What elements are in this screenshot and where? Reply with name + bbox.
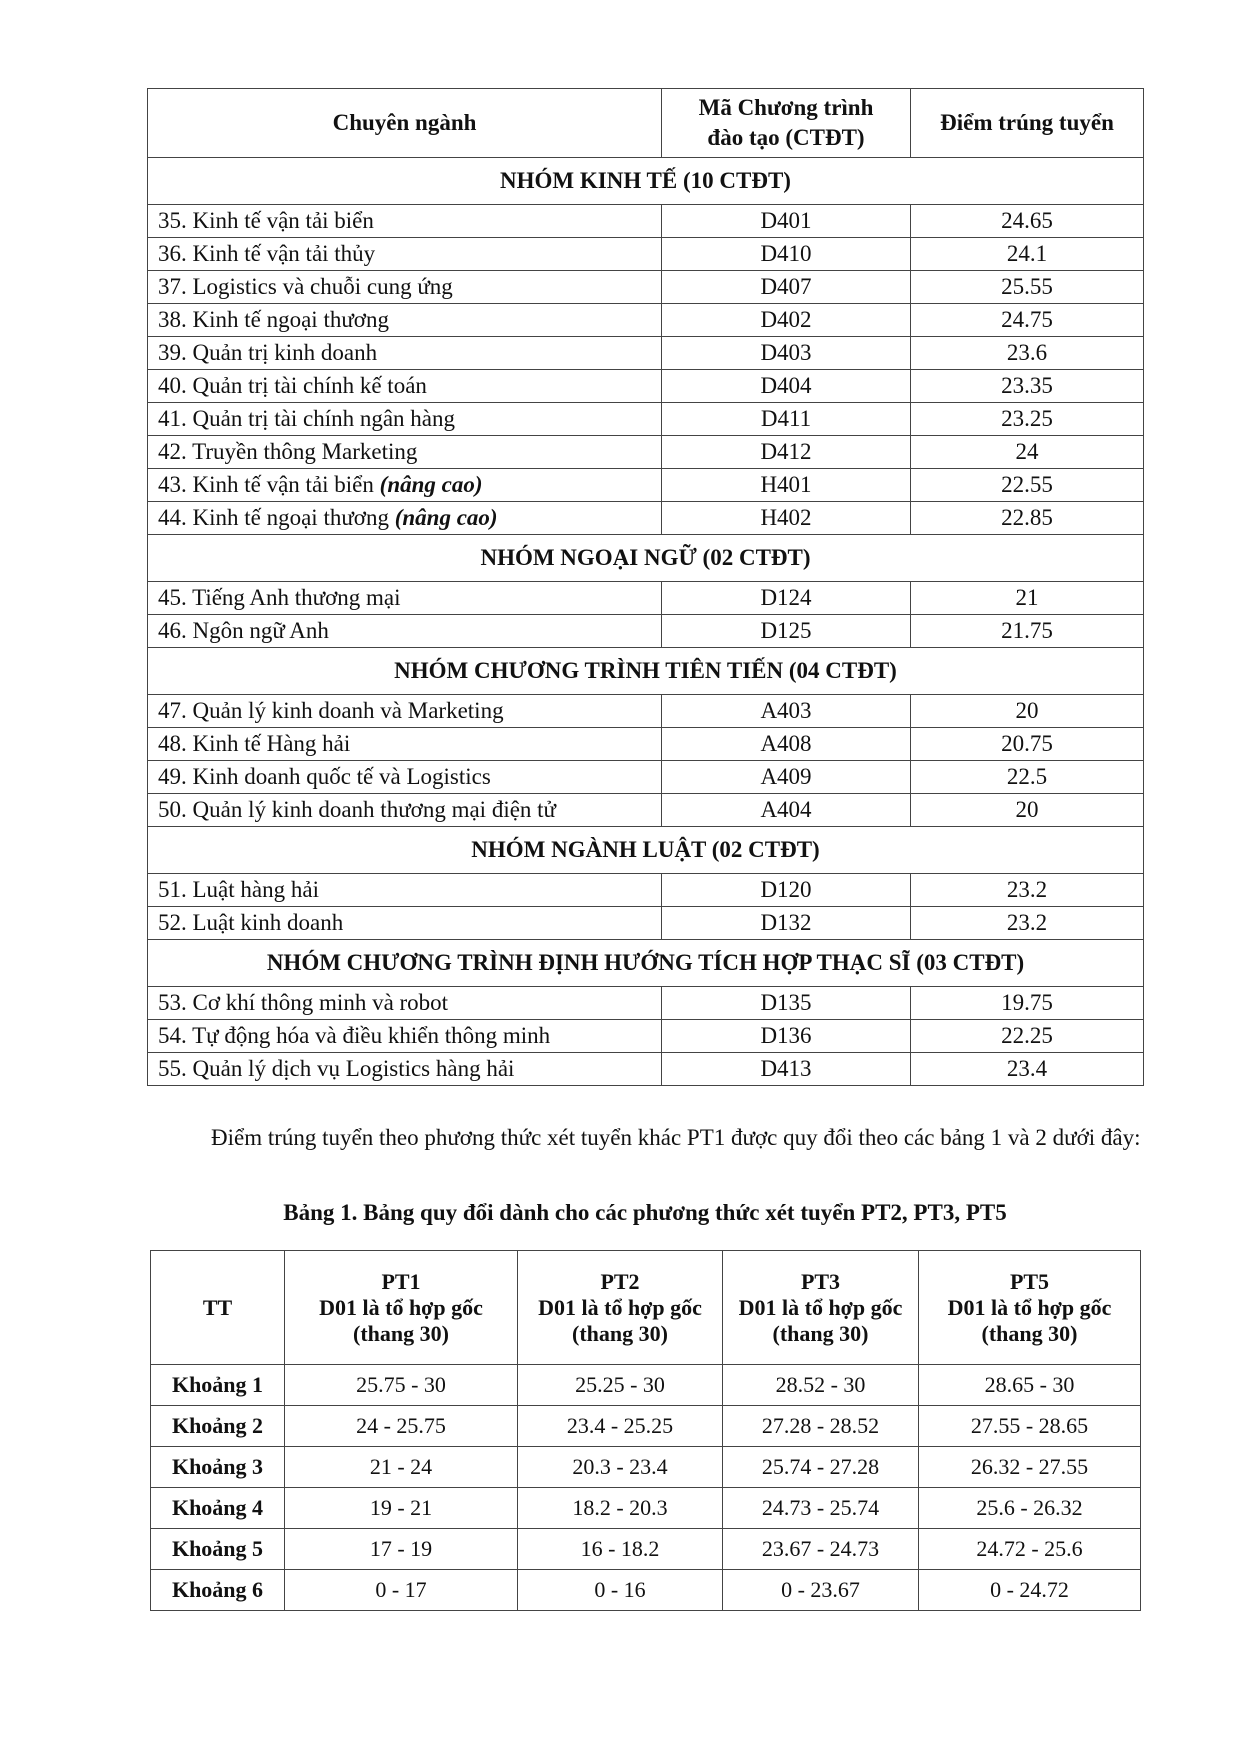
program-code: D136 (662, 1020, 911, 1053)
table-1-caption: Bảng 1. Bảng quy đổi dành cho các phương thức xét tuyển PT2, PT3, PT5 (283, 1200, 1007, 1225)
table-row (148, 205, 1144, 238)
pt-scale: (thang 30) (572, 1320, 668, 1346)
major-name-cell (148, 304, 662, 337)
table-row (148, 469, 1144, 502)
table-body (148, 158, 1144, 1086)
program-code: D413 (662, 1053, 911, 1086)
header-pt3 (723, 1251, 919, 1365)
range-value: 28.52 - 30 (723, 1365, 919, 1406)
pt-scale: (thang 30) (353, 1320, 449, 1346)
program-code: A404 (662, 794, 911, 827)
major-name-cell (148, 728, 662, 761)
conversion-row (151, 1488, 1141, 1529)
table-row (148, 794, 1144, 827)
table-row (148, 370, 1144, 403)
admission-score: 23.2 (911, 874, 1144, 907)
pt-base: D01 là tổ hợp gốc (319, 1294, 483, 1320)
range-value: 23.4 - 25.25 (518, 1406, 723, 1447)
major-name-cell (148, 205, 662, 238)
range-value: 25.25 - 30 (518, 1365, 723, 1406)
admission-score: 20 (911, 794, 1144, 827)
admission-score: 24.1 (911, 238, 1144, 271)
admission-score: 23.35 (911, 370, 1144, 403)
table-row (148, 1020, 1144, 1053)
range-label: Khoảng 1 (151, 1365, 285, 1406)
pt-base: D01 là tổ hợp gốc (538, 1294, 702, 1320)
group-title: NHÓM CHƯƠNG TRÌNH TIÊN TIẾN (04 CTĐT) (148, 648, 1144, 695)
admission-score: 23.2 (911, 907, 1144, 940)
major-name-cell (148, 1053, 662, 1086)
program-code: D120 (662, 874, 911, 907)
admission-score: 22.85 (911, 502, 1144, 535)
range-value: 24 - 25.75 (285, 1406, 518, 1447)
major-name: 35. Kinh tế vận tải biển (158, 208, 374, 233)
admission-score: 22.5 (911, 761, 1144, 794)
group-header-row (148, 648, 1144, 695)
range-value: 25.75 - 30 (285, 1365, 518, 1406)
group-title: NHÓM NGOẠI NGỮ (02 CTĐT) (148, 535, 1144, 582)
group-header-row (148, 940, 1144, 987)
conversion-row (151, 1570, 1141, 1611)
pt-name: PT1 (381, 1268, 421, 1294)
program-code: D410 (662, 238, 911, 271)
program-code: D407 (662, 271, 911, 304)
pt-name: PT2 (600, 1268, 640, 1294)
table-row (148, 403, 1144, 436)
program-code: D411 (662, 403, 911, 436)
header-major: Chuyên ngành (148, 89, 662, 158)
major-name: 53. Cơ khí thông minh và robot (158, 990, 449, 1015)
major-name: 39. Quản trị kinh doanh (158, 340, 378, 365)
program-code: H402 (662, 502, 911, 535)
range-value: 0 - 16 (518, 1570, 723, 1611)
pt-name: PT5 (1009, 1268, 1050, 1294)
program-code: D124 (662, 582, 911, 615)
major-name: 44. Kinh tế ngoại thương (158, 505, 389, 530)
range-value: 0 - 23.67 (723, 1570, 919, 1611)
admission-score: 20 (911, 695, 1144, 728)
header-pt2 (518, 1251, 723, 1365)
major-name: 43. Kinh tế vận tải biển (158, 472, 374, 497)
table-row (148, 907, 1144, 940)
major-name-cell (148, 370, 662, 403)
header-tt: TT (151, 1251, 285, 1365)
admission-score: 23.6 (911, 337, 1144, 370)
admission-score: 20.75 (911, 728, 1144, 761)
major-name: 40. Quản trị tài chính kế toán (158, 373, 427, 398)
range-value: 21 - 24 (285, 1447, 518, 1488)
range-value: 23.67 - 24.73 (723, 1529, 919, 1570)
major-note: (nâng cao) (379, 472, 483, 497)
conversion-header-row (151, 1251, 1141, 1365)
group-header-row (148, 535, 1144, 582)
major-name-cell (148, 502, 662, 535)
program-code: D404 (662, 370, 911, 403)
major-name-cell (148, 1020, 662, 1053)
major-name-cell (148, 238, 662, 271)
major-name-cell (148, 794, 662, 827)
range-value: 20.3 - 23.4 (518, 1447, 723, 1488)
admission-score: 23.25 (911, 403, 1144, 436)
range-value: 19 - 21 (285, 1488, 518, 1529)
major-name-cell (148, 469, 662, 502)
major-name: 47. Quản lý kinh doanh và Marketing (158, 698, 504, 723)
major-name: 45. Tiếng Anh thương mại (158, 585, 401, 610)
admission-score: 22.25 (911, 1020, 1144, 1053)
range-value: 0 - 24.72 (919, 1570, 1141, 1611)
table-row (148, 337, 1144, 370)
major-name: 55. Quản lý dịch vụ Logistics hàng hải (158, 1056, 515, 1081)
program-code: D402 (662, 304, 911, 337)
major-name-cell (148, 761, 662, 794)
range-value: 27.28 - 28.52 (723, 1406, 919, 1447)
major-name-cell (148, 987, 662, 1020)
range-label: Khoảng 3 (151, 1447, 285, 1488)
range-value: 25.74 - 27.28 (723, 1447, 919, 1488)
admission-score: 23.4 (911, 1053, 1144, 1086)
major-name: 42. Truyền thông Marketing (158, 439, 418, 464)
range-label: Khoảng 6 (151, 1570, 285, 1611)
range-value: 28.65 - 30 (919, 1365, 1141, 1406)
admission-score: 24.75 (911, 304, 1144, 337)
admission-score: 19.75 (911, 987, 1144, 1020)
program-code: A408 (662, 728, 911, 761)
range-value: 25.6 - 26.32 (919, 1488, 1141, 1529)
program-code: H401 (662, 469, 911, 502)
table-row (148, 761, 1144, 794)
range-value: 0 - 17 (285, 1570, 518, 1611)
range-label: Khoảng 2 (151, 1406, 285, 1447)
program-code: D403 (662, 337, 911, 370)
major-name: 50. Quản lý kinh doanh thương mại điện tử (158, 797, 557, 822)
major-note: (nâng cao) (394, 505, 498, 530)
major-name: 38. Kinh tế ngoại thương (158, 307, 389, 332)
group-title: NHÓM KINH TẾ (10 CTĐT) (148, 158, 1144, 205)
conversion-row (151, 1529, 1141, 1570)
program-code: D401 (662, 205, 911, 238)
conversion-row (151, 1447, 1141, 1488)
conversion-table-body (151, 1365, 1141, 1611)
table-row (148, 238, 1144, 271)
conversion-row (151, 1406, 1141, 1447)
major-name: 41. Quản trị tài chính ngân hàng (158, 406, 456, 431)
range-value: 24.73 - 25.74 (723, 1488, 919, 1529)
range-value: 16 - 18.2 (518, 1529, 723, 1570)
header-program-code-line-2: đào tạo (CTĐT) (707, 125, 865, 150)
program-code: D135 (662, 987, 911, 1020)
group-header-row (148, 827, 1144, 874)
pt-base: D01 là tổ hợp gốc (947, 1294, 1112, 1320)
admission-score: 22.55 (911, 469, 1144, 502)
major-name-cell (148, 271, 662, 304)
major-name: 37. Logistics và chuỗi cung ứng (158, 274, 453, 299)
pt-name: PT3 (800, 1268, 841, 1294)
table-row (148, 436, 1144, 469)
table-row (148, 987, 1144, 1020)
major-name-cell (148, 582, 662, 615)
pt-scale: (thang 30) (981, 1320, 1078, 1346)
program-code: A403 (662, 695, 911, 728)
range-value: 26.32 - 27.55 (919, 1447, 1141, 1488)
table-row (148, 304, 1144, 337)
header-program-code (662, 89, 911, 158)
major-name-cell (148, 436, 662, 469)
admission-score: 25.55 (911, 271, 1144, 304)
group-header-row (148, 158, 1144, 205)
program-code: D132 (662, 907, 911, 940)
program-code: A409 (662, 761, 911, 794)
table-row (148, 874, 1144, 907)
table-row (148, 615, 1144, 648)
program-code: D125 (662, 615, 911, 648)
group-title: NHÓM CHƯƠNG TRÌNH ĐỊNH HƯỚNG TÍCH HỢP THẠC SĨ (03 CTĐT) (148, 940, 1144, 987)
range-value: 27.55 - 28.65 (919, 1406, 1141, 1447)
conversion-note-paragraph: Điểm trúng tuyển theo phương thức xét tuyển khác PT1 được quy đổi theo các bảng 1 và 2 dưới đây: (211, 1125, 1141, 1150)
major-name-cell (148, 403, 662, 436)
range-value: 18.2 - 20.3 (518, 1488, 723, 1529)
admission-score: 21 (911, 582, 1144, 615)
program-code: D412 (662, 436, 911, 469)
table-row (148, 728, 1144, 761)
header-pt1 (285, 1251, 518, 1365)
table-row (148, 271, 1144, 304)
major-name: 52. Luật kinh doanh (158, 910, 344, 935)
table-header-row (148, 89, 1144, 158)
major-name-cell (148, 874, 662, 907)
major-name: 36. Kinh tế vận tải thủy (158, 241, 376, 266)
header-score: Điểm trúng tuyển (911, 89, 1144, 158)
major-name: 54. Tự động hóa và điều khiển thông minh (158, 1023, 551, 1048)
admission-scores-table (147, 88, 1144, 1086)
conversion-row (151, 1365, 1141, 1406)
header-pt5 (919, 1251, 1141, 1365)
table-row (148, 1053, 1144, 1086)
admission-score: 24 (911, 436, 1144, 469)
table-row (148, 582, 1144, 615)
range-label: Khoảng 5 (151, 1529, 285, 1570)
admission-score: 21.75 (911, 615, 1144, 648)
major-name: 46. Ngôn ngữ Anh (158, 618, 329, 643)
group-title: NHÓM NGÀNH LUẬT (02 CTĐT) (148, 827, 1144, 874)
major-name-cell (148, 695, 662, 728)
pt-scale: (thang 30) (772, 1320, 869, 1346)
major-name: 49. Kinh doanh quốc tế và Logistics (158, 764, 491, 789)
major-name-cell (148, 907, 662, 940)
table-row (148, 502, 1144, 535)
pt-base: D01 là tổ hợp gốc (738, 1294, 903, 1320)
major-name: 51. Luật hàng hải (158, 877, 319, 902)
major-name: 48. Kinh tế Hàng hải (158, 731, 351, 756)
range-value: 17 - 19 (285, 1529, 518, 1570)
major-name-cell (148, 615, 662, 648)
admission-score: 24.65 (911, 205, 1144, 238)
range-value: 24.72 - 25.6 (919, 1529, 1141, 1570)
major-name-cell (148, 337, 662, 370)
range-label: Khoảng 4 (151, 1488, 285, 1529)
table-row (148, 695, 1144, 728)
conversion-table (150, 1250, 1141, 1611)
header-program-code-line-1: Mã Chương trình (698, 95, 874, 120)
